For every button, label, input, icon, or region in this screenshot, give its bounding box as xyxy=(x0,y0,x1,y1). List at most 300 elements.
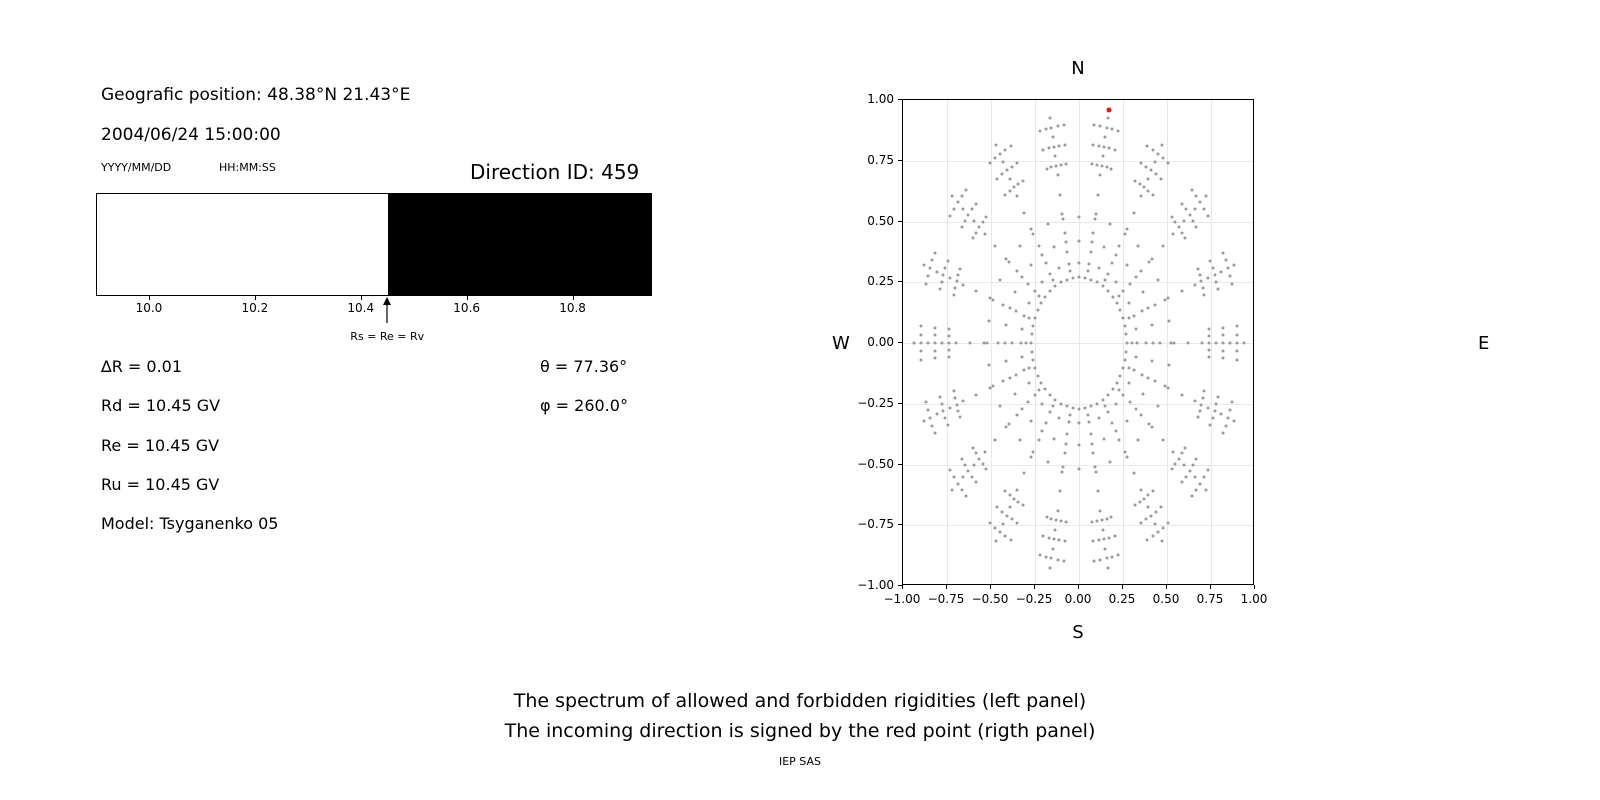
direction-point xyxy=(1153,522,1156,525)
direction-point xyxy=(962,476,965,479)
direction-point xyxy=(1059,402,1062,405)
caption-line-1: The spectrum of allowed and forbidden rigidities (left panel) xyxy=(513,690,1087,712)
direction-point xyxy=(1093,466,1096,469)
direction-point xyxy=(1008,307,1011,310)
direction-point xyxy=(933,251,936,254)
direction-point xyxy=(922,263,925,266)
date-format-hint: YYYY/MM/DD xyxy=(101,161,172,174)
direction-point xyxy=(1148,260,1151,263)
spectrum-allowed-region xyxy=(388,194,652,295)
direction-point xyxy=(1140,373,1143,376)
direction-point xyxy=(1065,278,1068,281)
compass-north-label: N xyxy=(1071,58,1085,79)
direction-point xyxy=(1134,407,1137,410)
direction-point xyxy=(1060,520,1063,523)
direction-point xyxy=(1215,342,1218,345)
direction-point xyxy=(984,216,987,219)
direction-point xyxy=(919,342,922,345)
direction-point xyxy=(1150,257,1153,260)
direction-point xyxy=(1092,452,1095,455)
x-axis-tick xyxy=(990,585,991,589)
direction-point xyxy=(1001,173,1004,176)
direction-point xyxy=(968,342,971,345)
direction-point xyxy=(1233,263,1236,266)
direction-point xyxy=(1139,194,1142,197)
direction-point xyxy=(919,333,922,336)
direction-point xyxy=(1167,161,1170,164)
direction-point xyxy=(1104,405,1107,408)
direction-point xyxy=(1220,270,1223,273)
direction-point xyxy=(1132,369,1135,372)
direction-point xyxy=(953,396,956,399)
direction-point xyxy=(983,232,986,235)
direction-point xyxy=(1001,303,1004,306)
direction-point xyxy=(1211,417,1214,420)
direction-point xyxy=(962,400,965,403)
direction-point xyxy=(947,335,950,338)
direction-point xyxy=(1044,388,1047,391)
direction-point xyxy=(1109,223,1112,226)
left-panel xyxy=(0,0,760,800)
direction-point xyxy=(1047,147,1050,150)
direction-point xyxy=(1191,188,1194,191)
y-axis-ticklabel: −1.00 xyxy=(857,578,894,592)
direction-point xyxy=(1181,481,1184,484)
direction-point xyxy=(922,420,925,423)
direction-point xyxy=(1052,246,1055,249)
direction-point xyxy=(1096,402,1099,405)
direction-point xyxy=(1204,488,1207,491)
direction-point xyxy=(1224,259,1227,262)
direction-point xyxy=(1061,471,1064,474)
direction-point xyxy=(1078,422,1081,425)
direction-point xyxy=(1099,125,1102,128)
direction-point xyxy=(1221,357,1224,360)
direction-point xyxy=(1113,149,1116,152)
direction-point xyxy=(1236,342,1239,345)
direction-point xyxy=(972,463,975,466)
direction-point xyxy=(1157,152,1160,155)
direction-point xyxy=(960,195,963,198)
direction-point xyxy=(1058,266,1061,269)
direction-point xyxy=(1121,367,1124,370)
y-axis-tick xyxy=(898,464,902,465)
direction-point xyxy=(1034,367,1037,370)
direction-point xyxy=(1028,317,1031,320)
direction-point xyxy=(1067,420,1070,423)
direction-point xyxy=(935,413,938,416)
direction-point xyxy=(1171,467,1174,470)
direction-point xyxy=(947,348,950,351)
direction-point xyxy=(1032,358,1035,361)
direction-point xyxy=(1154,173,1157,176)
direction-point xyxy=(1114,430,1117,433)
x-axis-ticklabel: 0.25 xyxy=(1108,592,1136,606)
spectrum-x-tick xyxy=(149,296,150,300)
direction-point xyxy=(1005,426,1008,429)
direction-point xyxy=(1172,232,1175,235)
direction-point xyxy=(987,363,990,366)
direction-point xyxy=(1140,413,1143,416)
direction-point xyxy=(1150,324,1153,327)
direction-point xyxy=(1013,393,1016,396)
x-axis-tick xyxy=(1034,585,1035,589)
direction-point xyxy=(1148,423,1151,426)
direction-point xyxy=(1045,516,1048,519)
direction-point xyxy=(938,288,941,291)
direction-point xyxy=(1106,117,1109,120)
direction-point xyxy=(1233,420,1236,423)
direction-point xyxy=(1007,260,1010,263)
direction-point xyxy=(956,482,959,485)
direction-point xyxy=(1078,444,1081,447)
direction-point xyxy=(1196,416,1199,419)
direction-point xyxy=(1063,231,1066,234)
x-axis-ticklabel: −0.75 xyxy=(927,592,965,606)
direction-point xyxy=(1090,278,1093,281)
direction-point xyxy=(1048,272,1051,275)
x-axis-tick xyxy=(946,585,947,589)
footer-credit: IEP SAS xyxy=(778,755,822,768)
direction-point xyxy=(942,410,945,413)
y-axis-ticklabel: 0.00 xyxy=(867,335,894,349)
direction-point xyxy=(1193,283,1196,286)
direction-point xyxy=(972,446,975,449)
direction-point xyxy=(1052,145,1055,148)
direction-point xyxy=(1099,509,1102,512)
direction-point xyxy=(1207,277,1210,280)
geographic-position-label: Geografic position: 48.38°N 21.43°E xyxy=(101,85,411,105)
direction-point xyxy=(1002,161,1005,164)
direction-point xyxy=(1078,261,1081,264)
direction-point xyxy=(1047,536,1050,539)
direction-point xyxy=(1213,273,1216,276)
direction-point xyxy=(1059,281,1062,284)
direction-point xyxy=(1199,482,1202,485)
x-axis-tick xyxy=(1254,585,1255,589)
direction-point xyxy=(1059,193,1062,196)
direction-point xyxy=(1193,400,1196,403)
direction-point xyxy=(983,451,986,454)
direction-point xyxy=(1160,539,1163,542)
y-axis-ticklabel: 1.00 xyxy=(867,92,894,106)
direction-point xyxy=(1172,451,1175,454)
direction-point xyxy=(1008,376,1011,379)
param-model: Model: Tsyganenko 05 xyxy=(101,514,279,533)
direction-point xyxy=(1023,472,1026,475)
direction-point xyxy=(1151,342,1154,345)
direction-point xyxy=(948,277,951,280)
direction-point xyxy=(1159,506,1162,509)
direction-point xyxy=(1062,217,1065,220)
direction-point xyxy=(1090,442,1093,445)
direction-point xyxy=(1021,276,1024,279)
direction-point xyxy=(1183,237,1186,240)
direction-point xyxy=(948,355,951,358)
direction-point xyxy=(1235,358,1238,361)
direction-point xyxy=(1050,126,1053,129)
direction-point xyxy=(1106,289,1109,292)
direction-point xyxy=(1135,355,1138,358)
direction-point xyxy=(1200,403,1203,406)
direction-point xyxy=(1040,280,1043,283)
param-ru: Ru = 10.45 GV xyxy=(101,475,220,494)
direction-point xyxy=(953,287,956,290)
direction-point xyxy=(1021,179,1024,182)
y-axis-tick xyxy=(898,99,902,100)
direction-point xyxy=(1130,342,1133,345)
direction-point xyxy=(1004,193,1007,196)
direction-point xyxy=(940,281,943,284)
direction-point xyxy=(1221,326,1224,329)
direction-point xyxy=(1090,163,1093,166)
compass-south-label: S xyxy=(1072,622,1084,643)
direction-point xyxy=(1030,263,1033,266)
direction-point xyxy=(956,201,959,204)
direction-point xyxy=(1097,417,1100,420)
direction-point xyxy=(1042,149,1045,152)
direction-point xyxy=(1066,432,1069,435)
direction-point xyxy=(1101,528,1104,531)
direction-point xyxy=(1162,156,1165,159)
direction-point xyxy=(1103,246,1106,249)
direction-point xyxy=(912,342,915,345)
direction-point xyxy=(948,406,951,409)
direction-point xyxy=(1142,290,1145,293)
direction-point xyxy=(1183,220,1186,223)
direction-point xyxy=(1051,278,1054,281)
direction-point xyxy=(1125,420,1128,423)
direction-point xyxy=(1111,262,1114,265)
direction-point xyxy=(1016,489,1019,492)
direction-point xyxy=(1127,366,1130,369)
x-axis-tick xyxy=(1122,585,1123,589)
direction-point xyxy=(1066,251,1069,254)
x-axis-ticklabel: −0.50 xyxy=(971,592,1009,606)
direction-point xyxy=(1203,476,1206,479)
direction-point xyxy=(1103,145,1106,148)
direction-point xyxy=(920,325,923,328)
direction-point xyxy=(1107,272,1110,275)
direction-point xyxy=(1049,289,1052,292)
direction-point xyxy=(1119,309,1122,312)
direction-point xyxy=(1217,288,1220,291)
direction-point xyxy=(1010,165,1013,168)
direction-point xyxy=(1183,463,1186,466)
direction-point xyxy=(1174,221,1177,224)
direction-point xyxy=(938,395,941,398)
direction-point xyxy=(1004,490,1007,493)
direction-point xyxy=(1157,278,1160,281)
direction-point xyxy=(1030,420,1033,423)
direction-point xyxy=(963,464,966,467)
direction-point xyxy=(1119,374,1122,377)
direction-point xyxy=(972,237,975,240)
direction-point xyxy=(1065,405,1068,408)
direction-point xyxy=(1078,276,1081,279)
direction-point xyxy=(1151,490,1154,493)
direction-point xyxy=(1001,380,1004,383)
spectrum-x-ticklabel: 10.2 xyxy=(241,301,269,315)
direction-point xyxy=(1106,566,1109,569)
direction-point xyxy=(978,226,981,229)
x-axis-ticklabel: −1.00 xyxy=(883,592,921,606)
direction-point xyxy=(1017,182,1020,185)
direction-point xyxy=(1054,155,1057,158)
direction-point xyxy=(963,219,966,222)
direction-point xyxy=(1202,396,1205,399)
direction-point xyxy=(1118,388,1121,391)
direction-point xyxy=(1122,290,1125,293)
direction-point xyxy=(1111,295,1114,298)
y-axis-tick xyxy=(898,585,902,586)
direction-point xyxy=(1037,388,1040,391)
direction-point xyxy=(1041,430,1044,433)
x-axis-ticklabel: 0.00 xyxy=(1064,592,1092,606)
direction-point xyxy=(981,462,984,465)
direction-point xyxy=(1121,316,1124,319)
direction-point xyxy=(959,416,962,419)
selected-direction-point xyxy=(1106,107,1111,112)
direction-point xyxy=(1128,301,1131,304)
x-axis-tick xyxy=(1210,585,1211,589)
direction-point xyxy=(933,334,936,337)
direction-point xyxy=(957,409,960,412)
direction-point xyxy=(1118,438,1121,441)
direction-point xyxy=(1125,228,1128,231)
direction-point xyxy=(1105,557,1108,560)
direction-point xyxy=(1209,259,1212,262)
direction-point xyxy=(949,469,952,472)
y-axis-tick xyxy=(898,342,902,343)
direction-point xyxy=(1180,452,1183,455)
direction-point xyxy=(955,403,958,406)
direction-point xyxy=(1078,215,1081,218)
direction-point xyxy=(1084,407,1087,410)
direction-point xyxy=(971,208,974,211)
direction-point xyxy=(1109,460,1112,463)
spectrum-x-ticklabel: 10.8 xyxy=(559,301,586,315)
direction-point xyxy=(1207,328,1210,331)
direction-point xyxy=(1065,163,1068,166)
direction-point xyxy=(1150,169,1153,172)
direction-point xyxy=(1015,270,1018,273)
direction-point xyxy=(1044,295,1047,298)
direction-point xyxy=(1058,417,1061,420)
direction-point xyxy=(1097,539,1100,542)
direction-point xyxy=(1063,540,1066,543)
direction-point xyxy=(1104,547,1107,550)
direction-point xyxy=(934,326,937,329)
rigidity-spectrum-chart xyxy=(96,193,652,296)
direction-point xyxy=(991,298,994,301)
direction-point xyxy=(998,152,1001,155)
direction-point xyxy=(1181,202,1184,205)
direction-point xyxy=(1015,310,1018,313)
direction-point xyxy=(1020,355,1023,358)
direction-point xyxy=(1065,241,1068,244)
y-axis-ticklabel: −0.25 xyxy=(857,395,894,410)
direction-point xyxy=(1143,186,1146,189)
direction-point xyxy=(964,495,967,498)
direction-point xyxy=(1050,166,1053,169)
direction-point xyxy=(927,408,930,411)
direction-point xyxy=(975,452,978,455)
direction-point xyxy=(920,358,923,361)
direction-point xyxy=(975,393,978,396)
direction-point xyxy=(1135,328,1138,331)
direction-point xyxy=(1204,195,1207,198)
x-axis-tick xyxy=(902,585,903,589)
direction-point xyxy=(1136,342,1139,345)
direction-point xyxy=(1111,555,1114,558)
direction-point xyxy=(1115,403,1118,406)
direction-point xyxy=(1215,402,1218,405)
direction-point xyxy=(1096,490,1099,493)
direction-point xyxy=(1122,393,1125,396)
y-axis-tick xyxy=(898,160,902,161)
x-axis-ticklabel: 0.75 xyxy=(1196,592,1224,606)
direction-point xyxy=(1068,413,1071,416)
direction-point xyxy=(1151,193,1154,196)
direction-point xyxy=(1062,466,1065,469)
spectrum-x-ticklabel: 10.6 xyxy=(453,301,481,315)
direction-point xyxy=(942,273,945,276)
direction-point xyxy=(1134,504,1137,507)
direction-point xyxy=(1030,333,1033,336)
direction-point xyxy=(960,488,963,491)
direction-point xyxy=(1201,342,1204,345)
direction-point xyxy=(1161,245,1164,248)
direction-point xyxy=(1154,303,1157,306)
direction-point xyxy=(1004,148,1007,151)
direction-point xyxy=(998,531,1001,534)
direction-point xyxy=(1180,393,1183,396)
param-theta: θ = 77.36° xyxy=(540,357,628,376)
direction-point xyxy=(1015,521,1018,524)
direction-point xyxy=(1087,413,1090,416)
direction-point xyxy=(1132,314,1135,317)
direction-point xyxy=(1092,143,1095,146)
direction-point xyxy=(1068,270,1071,273)
direction-point xyxy=(1050,517,1053,520)
direction-point xyxy=(1071,276,1074,279)
direction-point xyxy=(1063,143,1066,146)
direction-point xyxy=(1113,534,1116,537)
direction-point xyxy=(1044,262,1047,265)
direction-point xyxy=(962,283,965,286)
direction-point xyxy=(1027,382,1030,385)
direction-point xyxy=(1015,413,1018,416)
direction-point xyxy=(1195,226,1198,229)
direction-point xyxy=(919,350,922,353)
direction-point xyxy=(1236,333,1239,336)
direction-point xyxy=(1184,208,1187,211)
direction-point xyxy=(1159,177,1162,180)
direction-point xyxy=(1054,528,1057,531)
x-axis-ticklabel: −0.25 xyxy=(1015,592,1053,606)
direction-point xyxy=(1096,281,1099,284)
direction-point xyxy=(1088,263,1091,266)
direction-point xyxy=(1094,471,1097,474)
direction-point xyxy=(1046,223,1049,226)
direction-point xyxy=(1005,514,1008,517)
direction-point xyxy=(1065,442,1068,445)
direction-point xyxy=(1025,342,1028,345)
direction-point xyxy=(1208,335,1211,338)
direction-point xyxy=(1146,144,1149,147)
direction-point xyxy=(1164,385,1167,388)
